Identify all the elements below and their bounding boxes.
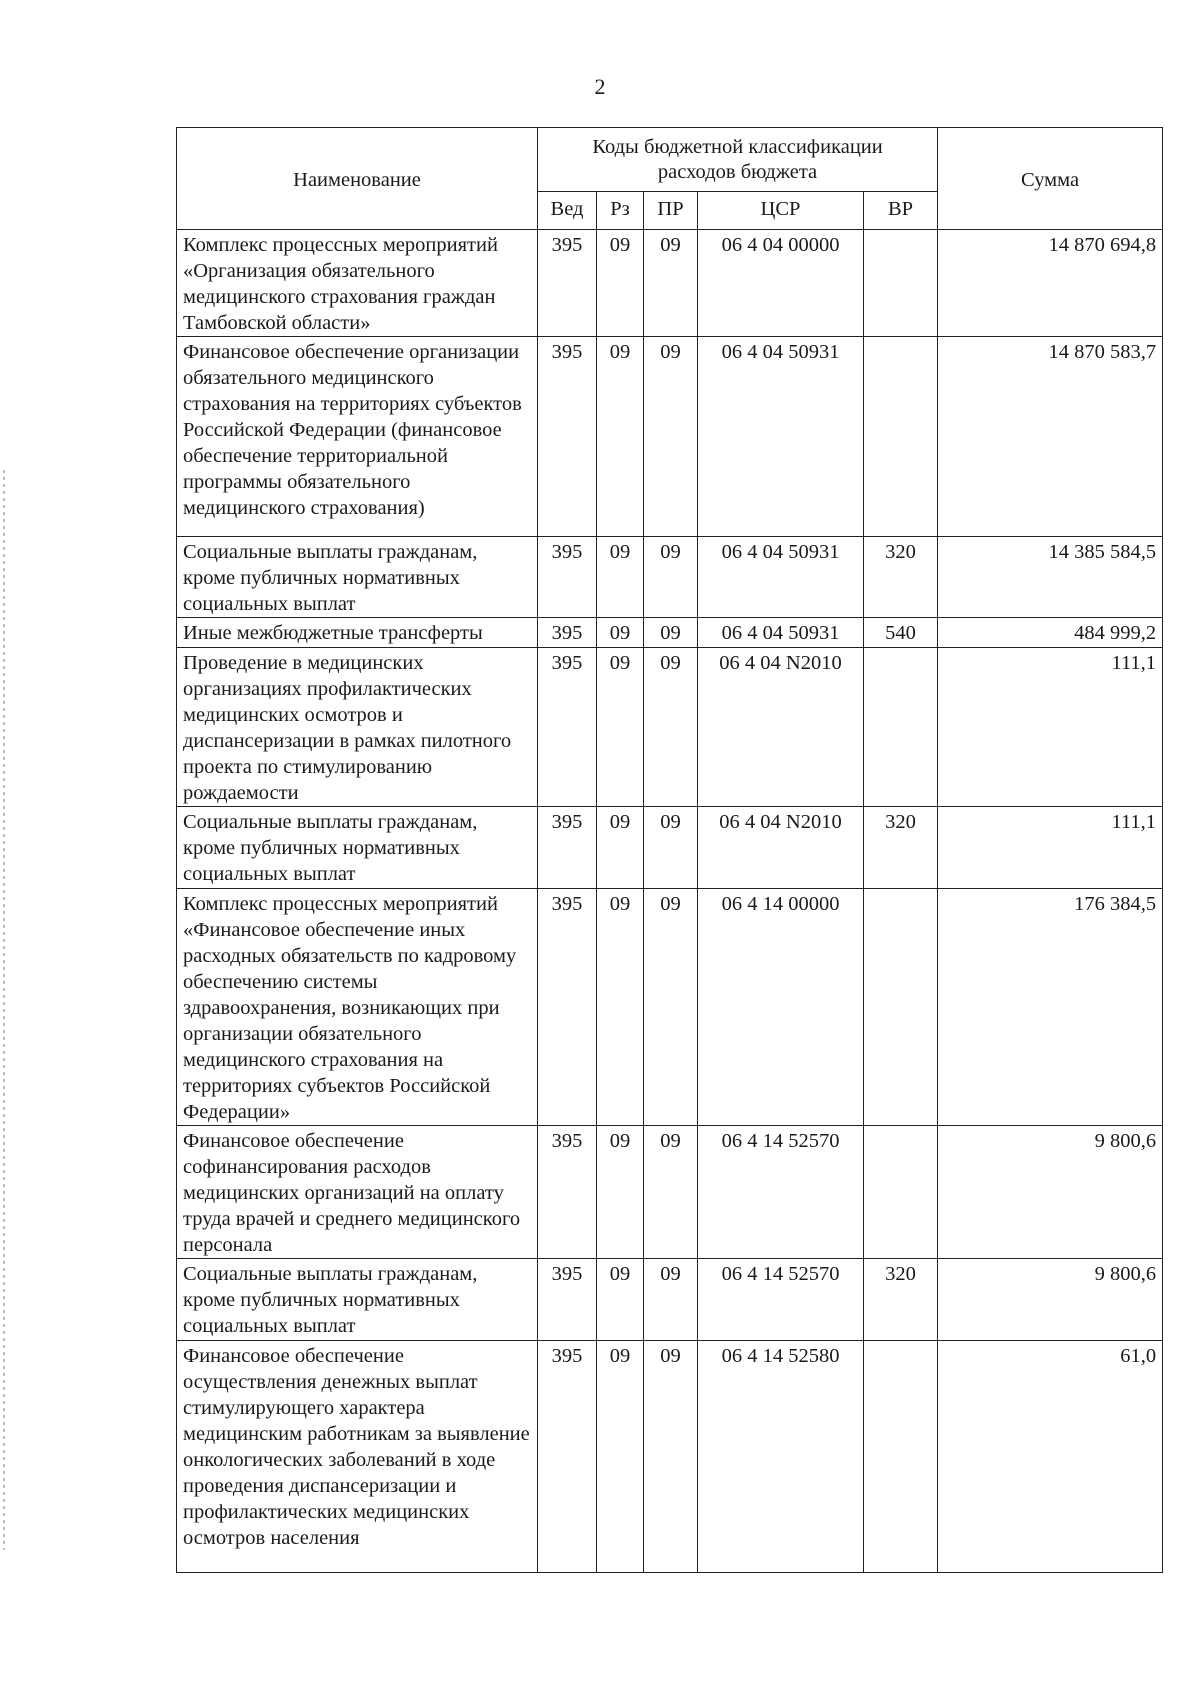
row-vr: 320: [864, 1259, 938, 1341]
row-vr: [864, 648, 938, 807]
row-rz: 09: [597, 230, 644, 337]
row-rz: 09: [597, 1259, 644, 1341]
row-name: Комплекс процессных мероприятий «Финансовое обеспечение иных расходных обязательств по кадровому обеспечению системы здравоохранения, возникающих при организации обязательного медицинского страхования на территориях субъектов Российской Федерации»: [177, 889, 538, 1126]
row-ved: 395: [538, 618, 597, 648]
row-rz: 09: [597, 1126, 644, 1259]
row-sum: 176 384,5: [938, 889, 1163, 1126]
row-name: Социальные выплаты гражданам, кроме публичных нормативных социальных выплат: [177, 537, 538, 618]
row-ved: 395: [538, 337, 597, 537]
row-sum: 484 999,2: [938, 618, 1163, 648]
row-vr: [864, 337, 938, 537]
table-row: [177, 1259, 1163, 1341]
table-row: [177, 1126, 1163, 1259]
row-csr: 06 4 04 50931: [698, 618, 864, 648]
row-name: Финансовое обеспечение софинансирования расходов медицинских организаций на оплату труда врачей и среднего медицинского персонала: [177, 1126, 538, 1259]
table-row: [177, 807, 1163, 889]
header-pr: ПР: [644, 192, 698, 230]
budget-table: [176, 127, 1163, 1573]
row-rz: 09: [597, 889, 644, 1126]
row-csr: 06 4 14 52580: [698, 1341, 864, 1573]
row-pr: 09: [644, 1341, 698, 1573]
row-rz: 09: [597, 537, 644, 618]
header-codes-title: Коды бюджетной классификации расходов бюджета: [538, 128, 938, 192]
row-pr: 09: [644, 1259, 698, 1341]
row-csr: 06 4 04 N2010: [698, 807, 864, 889]
row-rz: 09: [597, 1341, 644, 1573]
row-pr: 09: [644, 648, 698, 807]
table-row: [177, 648, 1163, 807]
table-row: [177, 889, 1163, 1126]
row-ved: 395: [538, 1259, 597, 1341]
row-pr: 09: [644, 537, 698, 618]
row-name: Проведение в медицинских организациях профилактических медицинских осмотров и диспансеризации в рамках пилотного проекта по стимулированию рождаемости: [177, 648, 538, 807]
row-name: Финансовое обеспечение осуществления денежных выплат стимулирующего характера медицинским работникам за выявление онкологических заболеваний в ходе проведения диспансеризации и профилактических медицинских осмотров населения: [177, 1341, 538, 1573]
row-pr: 09: [644, 230, 698, 337]
row-ved: 395: [538, 537, 597, 618]
row-vr: [864, 1341, 938, 1573]
row-ved: 395: [538, 889, 597, 1126]
row-sum: 9 800,6: [938, 1126, 1163, 1259]
row-csr: 06 4 14 00000: [698, 889, 864, 1126]
header-ved: Вед: [538, 192, 597, 230]
row-sum: 14 870 583,7: [938, 337, 1163, 537]
row-pr: 09: [644, 807, 698, 889]
table-row: [177, 537, 1163, 618]
row-sum: 61,0: [938, 1341, 1163, 1573]
header-sum: Сумма: [938, 128, 1163, 230]
row-vr: [864, 889, 938, 1126]
row-rz: 09: [597, 618, 644, 648]
table-row: [177, 230, 1163, 337]
row-vr: 540: [864, 618, 938, 648]
scan-edge-marks: [3, 470, 5, 1550]
row-ved: 395: [538, 648, 597, 807]
row-sum: 14 385 584,5: [938, 537, 1163, 618]
row-pr: 09: [644, 889, 698, 1126]
table-row: [177, 337, 1163, 537]
row-name: Иные межбюджетные трансферты: [177, 618, 538, 648]
row-name: Социальные выплаты гражданам, кроме публичных нормативных социальных выплат: [177, 1259, 538, 1341]
row-ved: 395: [538, 807, 597, 889]
header-name: Наименование: [177, 128, 538, 230]
row-csr: 06 4 04 N2010: [698, 648, 864, 807]
table-body: [177, 230, 1163, 1573]
row-name: Социальные выплаты гражданам, кроме публичных нормативных социальных выплат: [177, 807, 538, 889]
row-ved: 395: [538, 1341, 597, 1573]
row-vr: 320: [864, 807, 938, 889]
row-sum: 111,1: [938, 807, 1163, 889]
row-sum: 111,1: [938, 648, 1163, 807]
row-vr: 320: [864, 537, 938, 618]
header-vr: ВР: [864, 192, 938, 230]
header-csr: ЦСР: [698, 192, 864, 230]
row-rz: 09: [597, 807, 644, 889]
page-number: 2: [594, 74, 606, 99]
table-header: [177, 128, 1163, 230]
row-pr: 09: [644, 337, 698, 537]
row-csr: 06 4 04 50931: [698, 537, 864, 618]
table-row: [177, 618, 1163, 648]
row-rz: 09: [597, 648, 644, 807]
row-ved: 395: [538, 1126, 597, 1259]
row-rz: 09: [597, 337, 644, 537]
header-rz: Рз: [597, 192, 644, 230]
table-row: [177, 1341, 1163, 1573]
row-sum: 9 800,6: [938, 1259, 1163, 1341]
row-vr: [864, 230, 938, 337]
row-pr: 09: [644, 1126, 698, 1259]
row-csr: 06 4 14 52570: [698, 1259, 864, 1341]
row-ved: 395: [538, 230, 597, 337]
row-pr: 09: [644, 618, 698, 648]
row-sum: 14 870 694,8: [938, 230, 1163, 337]
row-csr: 06 4 14 52570: [698, 1126, 864, 1259]
row-name: Комплекс процессных мероприятий «Организация обязательного медицинского страхования граждан Тамбовской области»: [177, 230, 538, 337]
row-vr: [864, 1126, 938, 1259]
row-csr: 06 4 04 50931: [698, 337, 864, 537]
row-name: Финансовое обеспечение организации обязательного медицинского страхования на территориях субъектов Российской Федерации (финансовое обеспечение территориальной программы обязательного медицинского страхования): [177, 337, 538, 537]
row-csr: 06 4 04 00000: [698, 230, 864, 337]
